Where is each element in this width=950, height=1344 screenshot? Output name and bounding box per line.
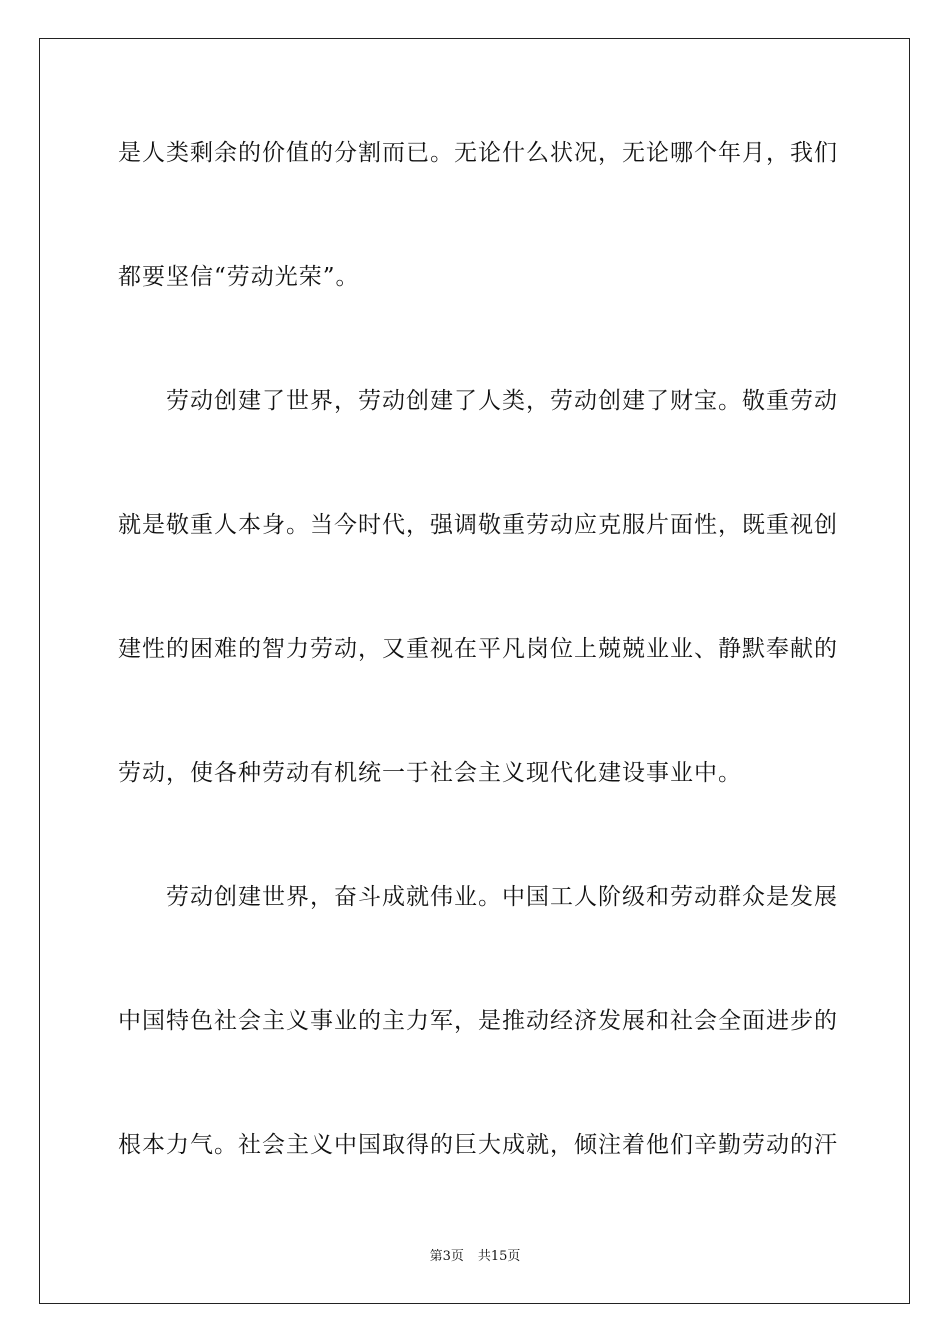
text-line-2: 都要坚信“劳动光荣”。: [118, 264, 360, 290]
text-line-8: 中国特色社会主义事业的主力军，是推动经济发展和社会全面进步的: [118, 1008, 838, 1034]
text-line-6: 劳动，使各种劳动有机统一于社会主义现代化建设事业中。: [118, 760, 742, 786]
text-line-7: 劳动创建世界，奋斗成就伟业。中国工人阶级和劳动群众是发展: [166, 884, 838, 910]
page-border: [39, 38, 910, 1304]
page-number: 第3页: [429, 1249, 464, 1264]
text-line-1: 是人类剩余的价值的分割而已。无论什么状况，无论哪个年月，我们: [118, 140, 838, 166]
text-line-9: 根本力气。社会主义中国取得的巨大成就，倾注着他们辛勤劳动的汗: [118, 1132, 838, 1158]
text-line-5: 建性的困难的智力劳动，又重视在平凡岗位上兢兢业业、静默奉献的: [118, 636, 838, 662]
text-line-4: 就是敬重人本身。当今时代，强调敬重劳动应克服片面性，既重视创: [118, 512, 838, 538]
page-footer: [0, 1248, 950, 1266]
text-line-3: 劳动创建了世界，劳动创建了人类，劳动创建了财宝。敬重劳动: [166, 388, 838, 414]
page-total: 共15页: [477, 1249, 521, 1264]
